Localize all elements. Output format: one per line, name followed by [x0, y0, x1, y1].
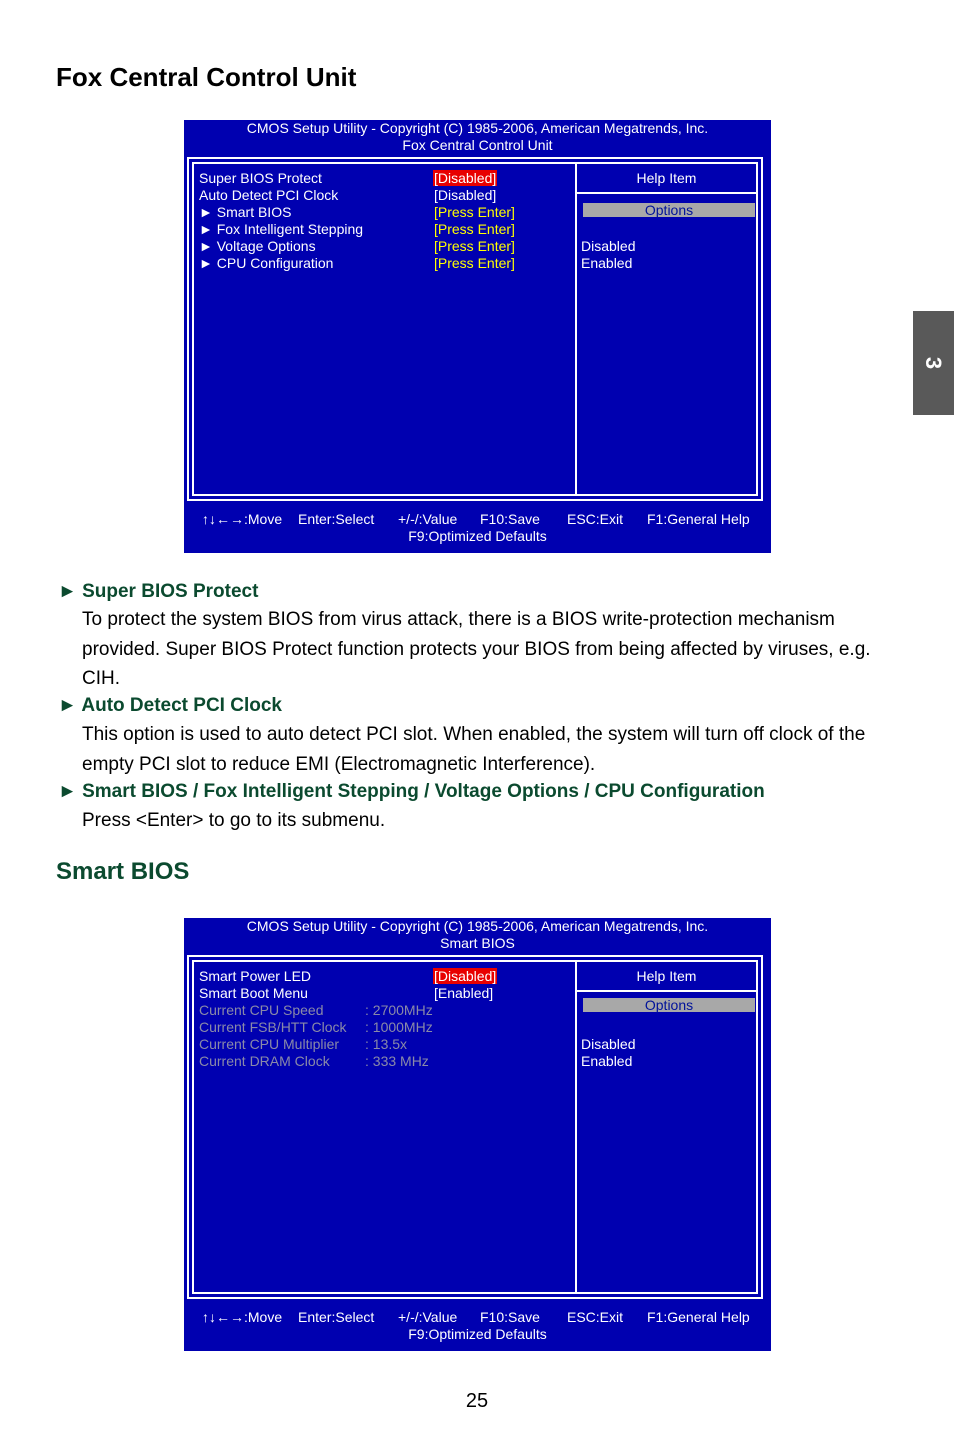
info-cpu-speed-value: : 2700MHz [365, 1002, 433, 1018]
help-options [581, 238, 635, 272]
info-fsb-clock-value: : 1000MHz [365, 1019, 433, 1035]
footer-value: +/-/:Value [398, 1309, 458, 1325]
value-fox-intelligent-stepping[interactable]: [Press Enter] [434, 221, 515, 237]
value-voltage-options[interactable]: [Press Enter] [434, 238, 515, 254]
section-body-auto-detect-pci-clock: This option is used to auto detect PCI slot. When enabled, the system will turn off clock of the empty PCI slot to reduce EMI (Electromagnetic Interference). [82, 724, 866, 775]
value-super-bios-protect[interactable]: [Disabled] [434, 170, 497, 186]
bios-screen-smart-bios [184, 918, 771, 1351]
chapter-number: 3 [921, 356, 947, 370]
help-option-enabled: Enabled [581, 255, 633, 271]
section-title-smart-bios: Smart BIOS [56, 858, 190, 885]
help-options [581, 1036, 635, 1070]
footer-select: Enter:Select [298, 1309, 375, 1325]
options-bar: Options [583, 998, 755, 1012]
value-cpu-configuration[interactable]: [Press Enter] [434, 255, 515, 271]
item-fox-intelligent-stepping[interactable]: ► Fox Intelligent Stepping [199, 221, 364, 237]
footer-save: F10:Save [480, 511, 540, 527]
info-cpu-multiplier-value: : 13.5x [365, 1036, 408, 1052]
item-smart-power-led[interactable]: Smart Power LED [199, 968, 312, 984]
item-smart-bios[interactable]: ► Smart BIOS [199, 204, 292, 220]
panel-divider [575, 164, 577, 494]
info-cpu-speed-label: Current CPU Speed [199, 1002, 324, 1018]
bios-screen-fox-central-control-unit [184, 120, 771, 553]
bullet-arrow-icon: ► [58, 781, 77, 802]
info-dram-clock-label: Current DRAM Clock [199, 1053, 330, 1069]
value-smart-bios[interactable]: [Press Enter] [434, 204, 515, 220]
footer-move: ↑↓←→:Move [202, 511, 283, 527]
value-auto-detect-pci-clock[interactable]: [Disabled] [434, 187, 497, 203]
heading-text: Auto Detect PCI Clock [81, 695, 282, 716]
section-body-submenus: Press <Enter> to go to its submenu. [82, 810, 386, 831]
bios-copyright: CMOS Setup Utility - Copyright (C) 1985-2006, American Megatrends, Inc. [246, 120, 709, 136]
help-divider [577, 192, 756, 194]
options-bar: Options [583, 203, 755, 217]
item-super-bios-protect[interactable]: Super BIOS Protect [199, 170, 322, 186]
footer-exit: ESC:Exit [567, 1309, 624, 1325]
footer-help: F1:General Help [647, 1309, 750, 1325]
page-number: 25 [465, 1390, 489, 1412]
section-body-super-bios-protect: To protect the system BIOS from virus attack, there is a BIOS write-protection mechanism provided. Super BIOS Protect function protects your BIOS from being affected by viruses, e.g. CIH. [82, 609, 871, 689]
value-smart-power-led[interactable]: [Disabled] [434, 968, 497, 984]
bullet-arrow-icon: ► [58, 695, 77, 716]
bios-menu-title: Fox Central Control Unit [402, 136, 553, 153]
help-option-disabled: Disabled [581, 238, 636, 254]
help-option-enabled: Enabled [581, 1053, 633, 1069]
bios-title [184, 120, 771, 153]
footer-defaults: F9:Optimized Defaults [408, 1326, 547, 1342]
footer-save: F10:Save [480, 1309, 540, 1325]
info-dram-clock-value: : 333 MHz [365, 1053, 429, 1069]
section-heading-submenus [58, 781, 765, 803]
bios-frame [187, 955, 763, 1299]
help-option-disabled: Disabled [581, 1036, 636, 1052]
footer-exit: ESC:Exit [567, 511, 624, 527]
heading-text: Super BIOS Protect [82, 581, 259, 602]
help-divider [577, 990, 756, 992]
bios-title [184, 918, 771, 951]
section-heading-auto-detect-pci-clock [58, 695, 282, 717]
bios-frame [187, 157, 763, 501]
value-smart-boot-menu[interactable]: [Enabled] [434, 985, 494, 1001]
info-cpu-multiplier-label: Current CPU Multiplier [199, 1036, 340, 1052]
section-heading-super-bios-protect [58, 581, 258, 603]
item-voltage-options[interactable]: ► Voltage Options [199, 238, 316, 254]
page-title: Fox Central Control Unit [56, 62, 357, 92]
footer-defaults: F9:Optimized Defaults [408, 528, 547, 544]
chapter-tab [913, 311, 954, 415]
item-auto-detect-pci-clock[interactable]: Auto Detect PCI Clock [199, 187, 339, 203]
item-smart-boot-menu[interactable]: Smart Boot Menu [199, 985, 308, 1001]
footer-value: +/-/:Value [398, 511, 458, 527]
bios-menu-title: Smart BIOS [440, 934, 515, 951]
help-item-title: Help Item [636, 968, 697, 984]
item-cpu-configuration[interactable]: ► CPU Configuration [199, 255, 334, 271]
help-item-title: Help Item [636, 170, 697, 186]
footer-help: F1:General Help [647, 511, 750, 527]
heading-text: Smart BIOS / Fox Intelligent Stepping / Voltage Options / CPU Configuration [82, 781, 765, 802]
panel-divider [575, 962, 577, 1292]
bullet-arrow-icon: ► [58, 581, 77, 602]
bios-copyright: CMOS Setup Utility - Copyright (C) 1985-2006, American Megatrends, Inc. [246, 918, 709, 934]
info-fsb-clock-label: Current FSB/HTT Clock [199, 1019, 347, 1035]
footer-select: Enter:Select [298, 511, 375, 527]
footer-move: ↑↓←→:Move [202, 1309, 283, 1325]
